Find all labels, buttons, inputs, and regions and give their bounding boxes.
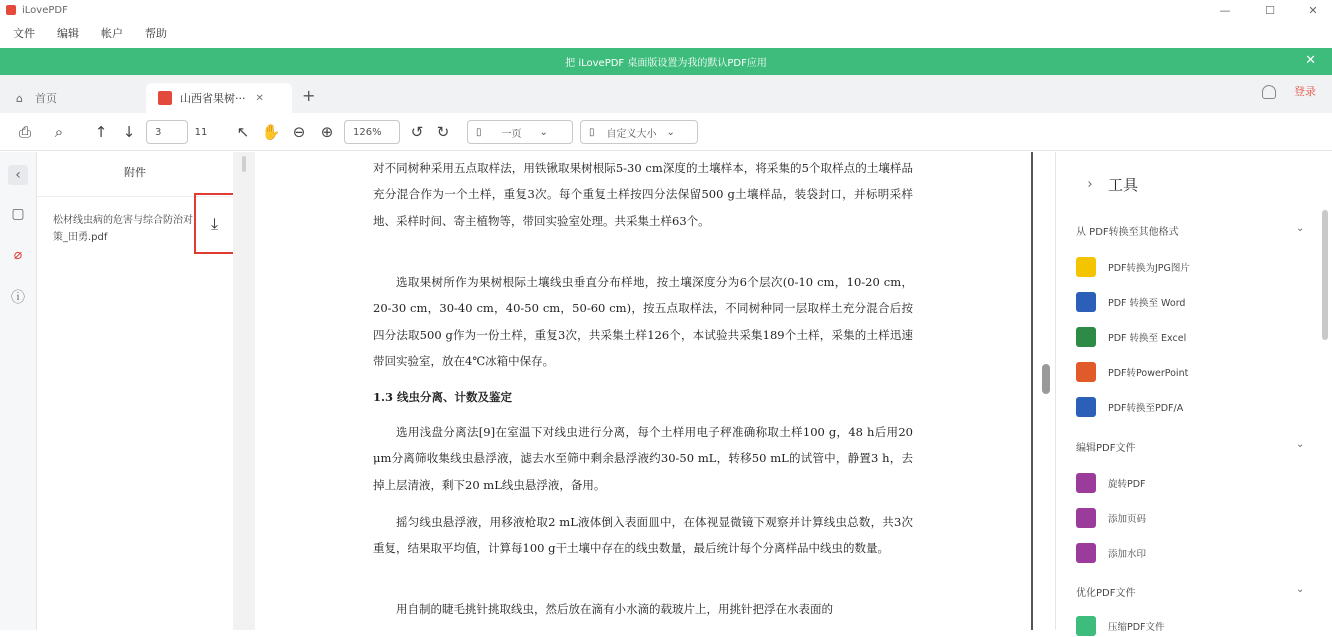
banner-text[interactable]: 把 iLovePDF 桌面版设置为我的默认PDF应用 [565,58,767,69]
tool-compress-pdf[interactable] [1076,615,1165,637]
attachments-panel [37,152,233,630]
tool-label: PDF 转换至 Word [1108,298,1186,309]
tool-pdf-to-powerpoint[interactable] [1076,361,1188,383]
page-edge [1031,152,1033,630]
tools-title: 工具 [1108,176,1139,194]
zoom-level-input[interactable]: 126% [344,120,400,144]
attachment-file-name[interactable]: 松材线虫病的危害与综合防治对策_田勇.pdf [53,215,193,243]
tab-home-label: 首页 [34,92,57,105]
pdf-page [255,152,1031,630]
tool-label: 旋转PDF [1108,479,1146,490]
bell-icon[interactable] [1262,85,1276,99]
zoom-out-icon[interactable]: ⊖ [292,123,306,141]
menu-account[interactable]: 帐户 [101,27,123,40]
panel-scrollbar[interactable] [233,152,255,630]
tab-document-label: 山西省果树··· [180,92,246,105]
tool-label: PDF转PowerPoint [1108,368,1189,379]
collapse-left-icon[interactable]: ‹ [8,165,28,185]
page-up-icon[interactable]: ↑ [94,123,108,141]
jpg-icon [1076,257,1096,277]
rotate-left-icon[interactable]: ↺ [410,123,424,141]
pdfa-icon [1076,397,1096,417]
attachment-icon[interactable]: ⌀ [13,247,23,263]
menu-file[interactable]: 文件 [13,27,35,40]
zoom-in-icon[interactable]: ⊕ [320,123,334,141]
tab-bar [0,75,1332,113]
app-title: iLovePDF [22,4,68,16]
page-number-icon [1076,508,1096,528]
search-icon[interactable]: ⌕ [54,123,64,141]
vertical-scrollbar[interactable] [1042,364,1050,394]
page-layout-select[interactable] [467,120,573,144]
tool-label: PDF 转换至 Excel [1108,333,1187,344]
chevron-down-icon: ⌄ [666,126,675,138]
fit-icon: ▯ [589,126,595,138]
section-heading: 1.3 线虫分离、计数及鉴定 [373,390,513,404]
collapse-right-icon[interactable]: › [1087,176,1093,192]
chevron-down-icon[interactable]: ⌄ [1296,584,1305,595]
add-tab-button[interactable]: + [302,86,316,105]
page-layout-value: 一页 [501,128,522,140]
default-app-banner[interactable] [0,48,1332,75]
section-optimize-pdf[interactable]: 优化PDF文件 [1076,588,1136,599]
compress-icon [1076,616,1096,636]
tool-label: 添加页码 [1108,514,1147,525]
home-icon: ⌂ [16,91,23,105]
tool-rotate-pdf[interactable] [1076,472,1146,494]
hand-tool-icon[interactable]: ✋ [261,123,281,141]
page-number-input[interactable]: 3 [146,120,188,144]
rotate-icon [1076,473,1096,493]
tab-close-icon[interactable]: ✕ [255,92,264,104]
title-bar [0,0,1332,20]
download-button[interactable] [194,193,235,254]
page-down-icon[interactable]: ↓ [122,123,136,141]
tab-document[interactable] [146,83,292,113]
tool-label: 压缩PDF文件 [1108,622,1165,633]
tool-pdf-to-excel[interactable] [1076,326,1186,348]
tab-home[interactable] [10,83,130,113]
minimize-icon[interactable]: — [1219,3,1231,17]
section-convert-from-pdf[interactable]: 从 PDF转换至其他格式 [1076,227,1179,238]
close-icon[interactable]: ✕ [1308,3,1318,17]
paragraph: 摇匀线虫悬浮液，用移液枪取2 mL液体倒入表面皿中，在体视显微镜下观察并计算线虫总数，共3次重复，结果取平均值，计算每100 g干土壤中存在的线虫数量，最后统计每个分离样品中线虫的数量。 [373,515,913,556]
page-total: 11 [194,126,208,138]
tool-pdf-to-jpg[interactable] [1076,256,1190,278]
paragraph: 对不同树种采用五点取样法，用铁锹取果树根际5-30 cm深度的土壤样本，将采集的5个取样点的土壤样品充分混合作为一个土样，重复3次。每个重复土样按四分法保留500 g土壤样品，装袋封口，并标明采样地、采样时间、寄主植物等，带回实验室处理。共采集土样63个。 [373,161,913,228]
powerpoint-icon [1076,362,1096,382]
tool-label: PDF转换至PDF/A [1108,403,1184,414]
menu-bar [0,20,1332,46]
login-button[interactable]: 登录 [1294,85,1316,98]
download-icon: ⤓ [210,213,219,233]
section-edit-pdf[interactable]: 编辑PDF文件 [1076,443,1136,454]
app-logo-icon [6,5,16,15]
menu-help[interactable]: 帮助 [145,27,167,40]
maximize-icon[interactable]: ☐ [1265,3,1275,17]
pages-icon[interactable]: ▢ [11,206,25,222]
fit-select[interactable] [580,120,698,144]
document-viewer[interactable] [255,152,1055,630]
tools-panel [1055,152,1332,633]
paragraph: 用自制的睫毛挑针挑取线虫，然后放在滴有小水滴的载玻片上，用挑针把浮在水表面的 [396,602,833,616]
layout-icon: ▯ [476,126,482,138]
chevron-down-icon[interactable]: ⌄ [1296,223,1305,234]
tool-pdf-to-word[interactable] [1076,291,1185,313]
tool-pdf-to-pdfa[interactable] [1076,396,1183,418]
tool-label: 添加水印 [1108,549,1147,560]
menu-edit[interactable]: 编辑 [57,27,79,40]
tool-label: PDF转换为JPG图片 [1108,263,1190,274]
pdf-file-icon [158,91,172,105]
scroll-thumb[interactable] [242,156,246,172]
left-rail [0,152,37,630]
info-icon[interactable]: ⓘ [11,290,25,306]
watermark-icon [1076,543,1096,563]
tool-add-watermark[interactable] [1076,542,1146,564]
word-icon [1076,292,1096,312]
print-icon[interactable]: ⎙ [18,123,31,141]
tool-add-page-numbers[interactable] [1076,507,1146,529]
chevron-down-icon: ⌄ [539,126,548,138]
tools-scrollbar[interactable] [1322,210,1328,340]
cursor-select-icon[interactable]: ↖ [236,123,250,141]
rotate-right-icon[interactable]: ↻ [436,123,450,141]
paragraph: 选取果树所作为果树根际土壤线虫垂直分布样地，按土壤深度分为6个层次(0-10 cm，10-20 cm，20-30 cm，30-40 cm，40-50 cm，50-60 cm)，按五点取样法，不同树种同一层取样土充分混合后按四分法取500 g作为一份土样，重复3次，共采集土样126个，本试验共采集189个土样，采集的土样迅速带回实验室，放在4℃冰箱中保存。 [373,275,913,369]
chevron-down-icon[interactable]: ⌄ [1296,439,1305,450]
excel-icon [1076,327,1096,347]
banner-close-icon[interactable]: ✕ [1305,53,1316,68]
fit-value: 自定义大小 [606,128,657,140]
paragraph: 选用浅盘分离法[9]在室温下对线虫进行分离，每个土样用电子秤准确称取土样100 g，48 h后用20 μm分离筛收集线虫悬浮液，滤去水至筛中剩余悬浮液约30-50 mL，转移50 mL的试管中，静置3 h，去掉上层清液，剩下20 mL线虫悬浮液，备用。 [373,425,913,492]
attachments-title: 附件 [124,166,146,179]
